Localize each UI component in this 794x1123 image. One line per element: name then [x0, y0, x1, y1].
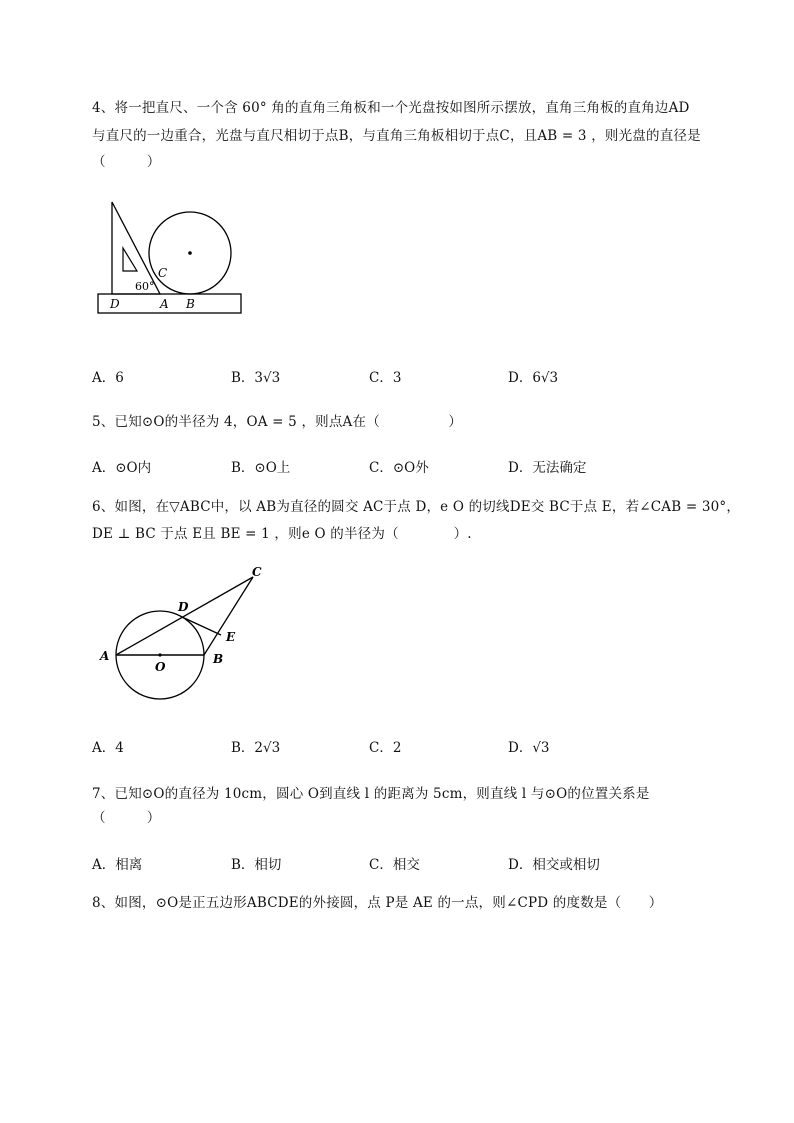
- label-b: B: [186, 297, 195, 311]
- q4-option-a[interactable]: A．6: [92, 370, 124, 386]
- q5-option-a[interactable]: A．⊙O内: [92, 460, 152, 476]
- q4-text-line3: （ ）: [92, 154, 161, 170]
- label-a: A: [160, 297, 169, 311]
- q4-option-c[interactable]: C．3: [369, 370, 402, 386]
- q4-option-b[interactable]: B．3√3: [231, 370, 281, 386]
- center-dot: [158, 653, 161, 656]
- q6-option-b[interactable]: B．2√3: [231, 740, 281, 756]
- q6-text-line2: DE ⊥ BC 于点 E且 BE = 1 ，则e O 的半径为（ ）.: [92, 526, 472, 542]
- q6-option-a[interactable]: A．4: [92, 740, 124, 756]
- q4-figure: [92, 196, 252, 320]
- label-e: E: [226, 630, 236, 644]
- label-o: O: [155, 660, 166, 674]
- q7-text-line1: 7、已知⊙O的直径为 10cm，圆心 O到直线 l 的距离为 5cm，则直线 l 与⊙O的位置关系是: [92, 786, 650, 802]
- label-a: A: [100, 649, 110, 663]
- label-c: C: [158, 266, 168, 280]
- q7-option-a[interactable]: A．相离: [92, 857, 143, 873]
- set-square-inner-triangle: [123, 248, 137, 271]
- q7-text-line2: （ ）: [92, 810, 161, 826]
- disc-center-dot: [188, 251, 192, 255]
- q4-text-line1: 4、将一把直尺、一个含 60° 角的直角三角板和一个光盘按如图所示摆放，直角三角板的直角边AD: [92, 100, 690, 116]
- label-angle-60: 60°: [135, 280, 155, 293]
- q6-figure: [92, 560, 272, 708]
- q4-text-line2: 与直尺的一边重合，光盘与直尺相切于点B，与直角三角板相切于点C，且AB = 3 ，则光盘的直径是: [92, 128, 701, 144]
- q6-text-line1: 6、如图，在▽ABC中，以 AB为直径的圆交 AC于点 D，e O 的切线DE交 BC于点 E，若∠CAB = 30°，: [92, 499, 741, 515]
- q7-option-d[interactable]: D．相交或相切: [508, 857, 600, 873]
- q6-option-d[interactable]: D．√3: [508, 740, 550, 756]
- q7-option-b[interactable]: B．相切: [231, 857, 282, 873]
- tangent-de: [182, 617, 221, 635]
- q7-option-c[interactable]: C．相交: [369, 857, 420, 873]
- q5-text-line1: 5、已知⊙O的半径为 4，OA = 5 ，则点A在（ ）: [92, 414, 463, 430]
- q4-option-d[interactable]: D．6√3: [508, 370, 559, 386]
- q8-text-line1: 8、如图，⊙O是正五边形ABCDE的外接圆，点 P是 AE 的一点，则∠CPD 的度数是（ ）: [92, 895, 663, 911]
- q5-option-b[interactable]: B．⊙O上: [231, 460, 291, 476]
- label-c: C: [252, 565, 262, 579]
- q6-option-c[interactable]: C．2: [369, 740, 402, 756]
- label-d: D: [178, 600, 189, 614]
- label-d: D: [110, 297, 120, 311]
- label-b: B: [213, 652, 224, 666]
- q5-option-d[interactable]: D．无法确定: [508, 460, 587, 476]
- q5-option-c[interactable]: C．⊙O外: [369, 460, 429, 476]
